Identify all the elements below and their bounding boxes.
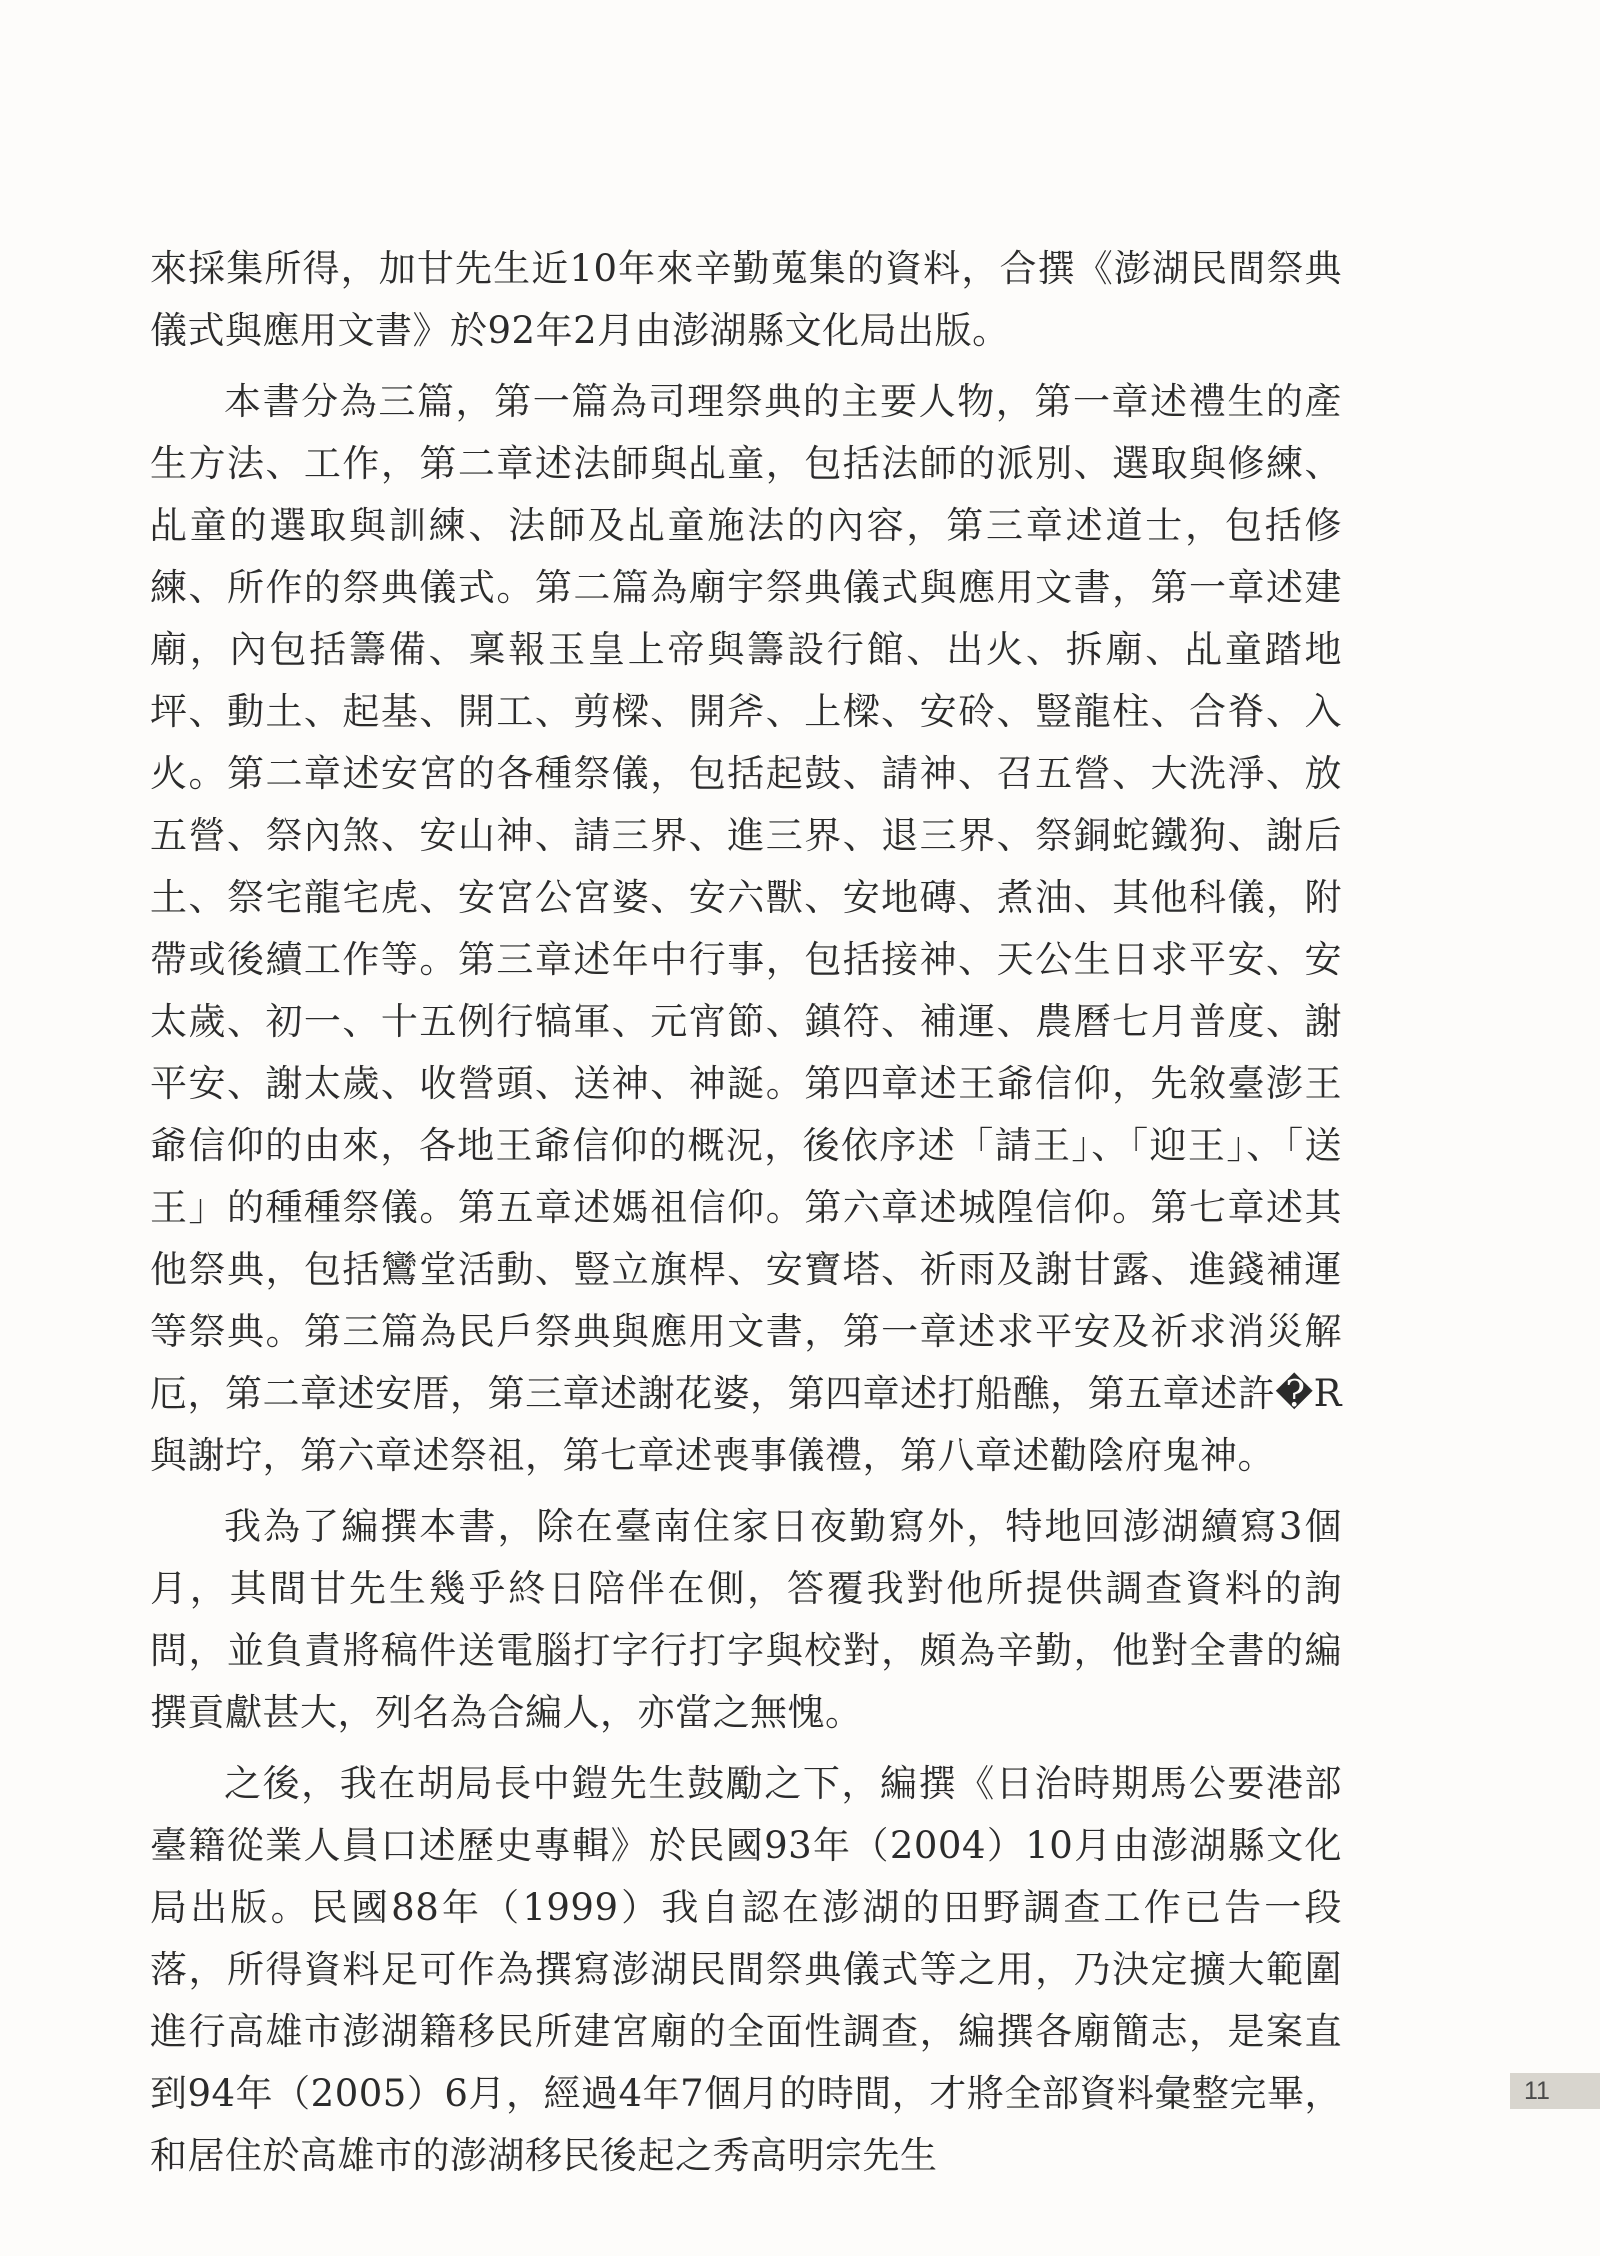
paragraph-4: 之後，我在胡局長中鎧先生鼓勵之下，編撰《日治時期馬公要港部臺籍從業人員口述歷史專輯》於民國93年（2004）10月由澎湖縣文化局出版。民國88年（1999）我自認在澎湖的田野調查工作已告一段落，所得資料足可作為撰寫澎湖民間祭典儀式等之用，乃決定擴大範圍進行高雄市澎湖籍移民所建宮廟的全面性調查，編撰各廟簡志，是案直到94年（2005）6月，經過4年7個月的時間，才將全部資料彙整完畢，和居住於高雄市的澎湖移民後起之秀高明宗先生 xyxy=(150,1762,1342,2177)
paragraph-2: 本書分為三篇，第一篇為司理祭典的主要人物，第一章述禮生的產生方法、工作，第二章述法師與乩童，包括法師的派別、選取與修練、乩童的選取與訓練、法師及乩童施法的內容，第三章述道士，包括修練、所作的祭典儀式。第二篇為廟宇祭典儀式與應用文書，第一章述建廟，內包括籌備、稟報玉皇上帝與籌設行館、出火、拆廟、乩童踏地坪、動土、起基、開工、剪樑、開斧、上樑、安砱、豎龍柱、合脊、入火。第二章述安宮的各種祭儀，包括起鼓、請神、召五營、大洗淨、放五營、祭內煞、安山神、請三界、進三界、退三界、祭銅蛇鐵狗、謝后土、祭宅龍宅虎、安宮公宮婆、安六獸、安地磚、煮油、其他科儀，附帶或後續工作等。第三章述年中行事，包括接神、天公生日求平安、安太歲、初一、十五例行犒軍、元宵節、鎮符、補運、農曆七月普度、謝平安、謝太歲、收營頭、送神、神誕。第四章述王爺信仰，先敘臺澎王爺信仰的由來，各地王爺信仰的概況，後依序述「請王」、「迎王」、「送王」的種種祭儀。第五章述媽祖信仰。第六章述城隍信仰。第七章述其他祭典，包括鸞堂活動、豎立旗桿、安寶塔、祈雨及謝甘露、進錢補運等祭典。第三篇為民戶祭典與應用文書，第一章述求平安及祈求消災解厄，第二章述安厝，第三章述謝花婆，第四章述打船醮，第五章述許�R與謝坾，第六章述祭祖，第七章述喪事儀禮，第八章述勸陰府鬼神。 xyxy=(150,380,1342,1477)
paragraph-1: 來採集所得，加甘先生近10年來辛勤蒐集的資料，合撰《澎湖民間祭典儀式與應用文書》於92年2月由澎湖縣文化局出版。 xyxy=(150,247,1342,352)
body-text xyxy=(150,238,1342,2196)
paragraph-3: 我為了編撰本書，除在臺南住家日夜勤寫外，特地回澎湖續寫3個月，其間甘先生幾乎終日陪伴在側，答覆我對他所提供調查資料的詢問，並負責將稿件送電腦打字行打字與校對，頗為辛勤，他對全書的編撰貢獻甚大，列名為合編人，亦當之無愧。 xyxy=(150,1505,1342,1734)
page-number: 11 xyxy=(1510,2073,1600,2109)
